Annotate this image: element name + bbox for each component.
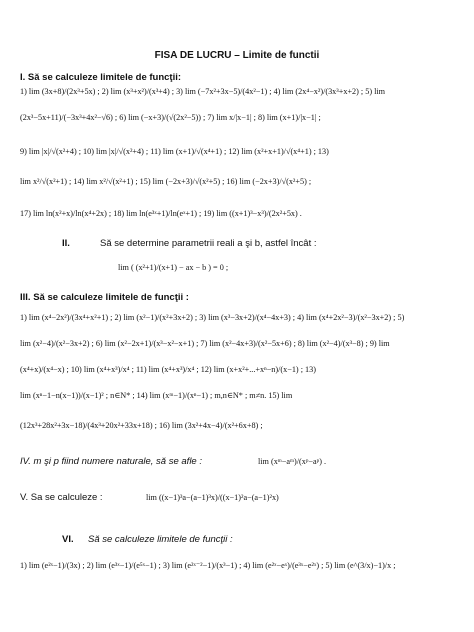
section-1-heading — [20, 72, 181, 83]
exercise-row-14: 1) lim (e²ˣ−1)/(3x) ; 2) lim (e³ˣ−1)/(e⁵ˣ−1) ; 3) lim (e²ˣ⁻²−1)/(x³−1) ; 4) lim (e²ˣ−eˣ)/(e³ˣ−e²ˣ) ; 5) lim (e^(3/x)−1)/x ; — [20, 561, 396, 570]
section-4-text: IV. m şi p fiind numere naturale, să se afle : — [20, 456, 202, 467]
exercise-row-2: (2x³−5x+11)/(−3x³+4x²−√6) ; 6) lim (−x+3)/(√(2x²−5)) ; 7) lim x/|x−1| ; 8) lim (x+1)/|x−1| ; — [20, 113, 321, 122]
section-2-text: Să se determine parametrii reali a şi b, astfel încât : — [100, 238, 317, 249]
section-6-text-italic: Să se calculeze limitele de funcţii : — [88, 534, 233, 545]
section-3-text: III. Să se calculeze limitele de funcţii : — [20, 292, 189, 303]
exercise-row-7: 1) lim (x⁴−2x²)/(3x⁴+x²+1) ; 2) lim (x²−1)/(x²+3x+2) ; 3) lim (x³−3x+2)/(x⁴−4x+3) ; 4) lim (x⁴+2x²−3)/(x²−3x+2) ; 5) — [20, 313, 405, 322]
section-6-heading — [62, 534, 74, 545]
exercise-row-5: 17) lim ln(x²+x)/ln(x⁴+2x) ; 18) lim ln(e³ˣ+1)/ln(eˣ+1) ; 19) lim ((x+1)³−x³)/(2x²+5x) . — [20, 209, 302, 218]
section-2-heading — [62, 238, 70, 249]
section-4-heading — [20, 456, 202, 467]
exercise-row-3: 9) lim |x|/√(x²+4) ; 10) lim |x|/√(x²+4) ; 11) lim (x+1)/√(x⁴+1) ; 12) lim (x²+x+1)/√(x⁴+1) ; 13) — [20, 147, 329, 156]
section-5-heading: V. Sa se calculeze : — [20, 492, 103, 503]
section-6-text — [88, 534, 233, 545]
exercise-row-1: 1) lim (3x+8)/(2x³+5x) ; 2) lim (x³+x²)/(x³+4) ; 3) lim (−7x²+3x−5)/(4x²−1) ; 4) lim (2x⁴−x²)/(3x³+x+2) ; 5) lim — [20, 87, 386, 96]
exercise-row-6: lim ( (x²+1)/(x+1) − ax − b ) = 0 ; — [118, 263, 229, 272]
section-6-number: VI. — [62, 534, 74, 545]
exercise-row-11: (12x³+28x²+3x−18)/(4x³+20x²+33x+18) ; 16) lim (3x²+4x−4)/(x²+6x+8) ; — [20, 421, 263, 430]
page-title: FISA DE LUCRU – Limite de functii — [154, 50, 320, 61]
section-1-text: I. Să se calculeze limitele de funcţii: — [20, 72, 182, 83]
exercise-row-9: (x⁴+x)/(x⁴−x) ; 10) lim (x⁴+x³)/x⁴ ; 11) lim (x⁴+x³)/x⁴ ; 12) lim (x+x²+...+xⁿ−n)/(x−1) ; 13) — [20, 365, 316, 374]
exercise-row-13: lim ((x−1)³a−(a−1)³x)/((x−1)²a−(a−1)²x) — [146, 493, 279, 502]
exercise-row-12: lim (xᵐ−aᵐ)/(xᵖ−aᵖ) . — [258, 457, 327, 466]
exercise-row-4: lim x²/√(x²+1) ; 14) lim x²/√(x²+1) ; 15) lim (−2x+3)/√(x²+5) ; 16) lim (−2x+3)/√(x²+5) ; — [20, 177, 312, 186]
exercise-row-10: lim (xⁿ−1−n(x−1))/(x−1)² ; n∈N* ; 14) lim (xᵐ−1)/(xⁿ−1) ; m,n∈N* ; m≠n. 15) lim — [20, 391, 293, 400]
section-3-heading — [20, 292, 189, 303]
section-2-number: II. — [62, 238, 70, 249]
exercise-row-8: lim (x²−4)/(x²−3x+2) ; 6) lim (x²−2x+1)/(x³−x²−x+1) ; 7) lim (x²−4x+3)/(x²−5x+6) ; 8) lim (x²−4)/(x³−8) ; 9) lim — [20, 339, 390, 348]
